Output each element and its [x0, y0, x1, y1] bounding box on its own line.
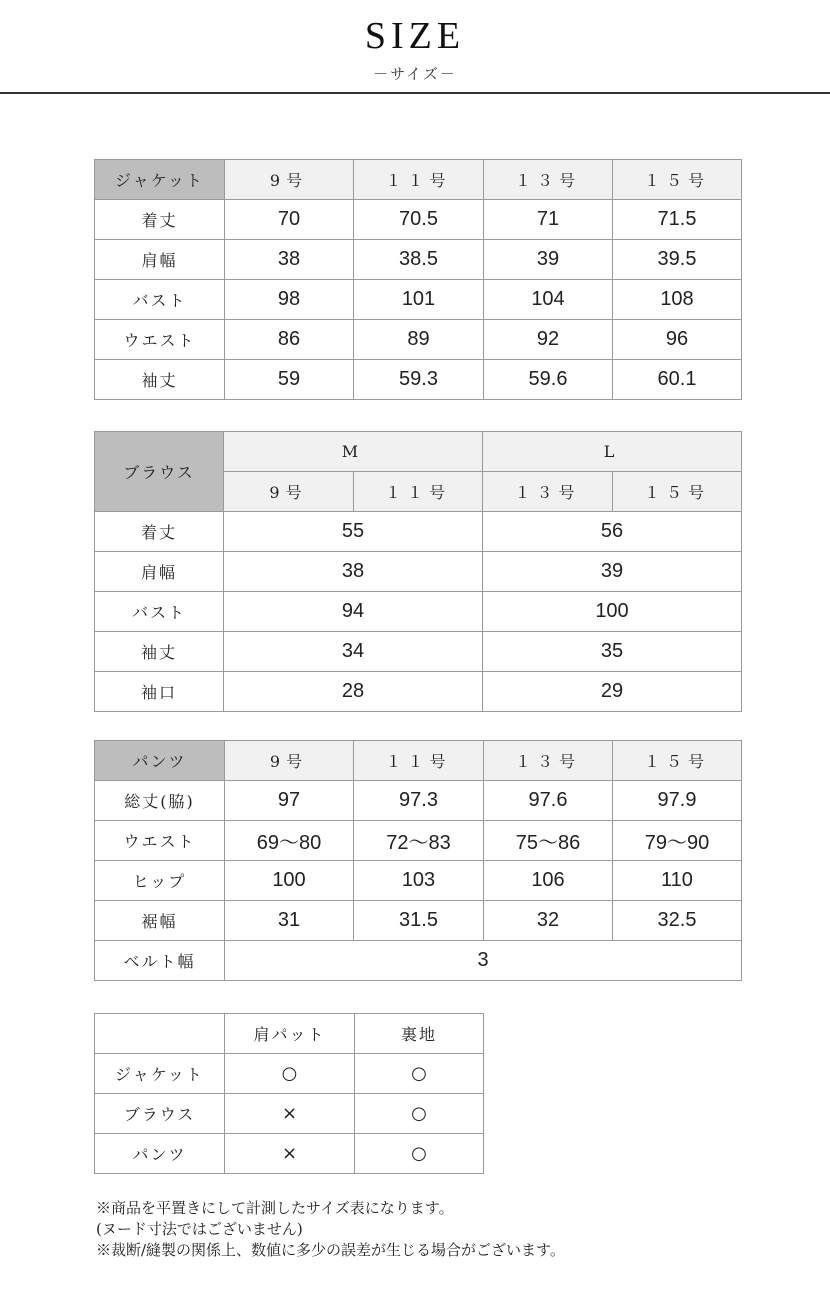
- table-row: [95, 821, 742, 861]
- table-cell: 98: [225, 280, 354, 320]
- row-label: 着丈: [95, 512, 224, 552]
- table-row: [95, 200, 742, 240]
- row-label: 袖丈: [95, 360, 225, 400]
- note-line: (ヌード寸法ではございません): [96, 1220, 303, 1238]
- table-row: [95, 632, 742, 672]
- row-label: 裾幅: [95, 901, 225, 941]
- table-cell: 72〜83: [354, 821, 484, 861]
- row-label: パンツ: [95, 1134, 225, 1174]
- table-cell: 59.3: [354, 360, 484, 400]
- table-row: [95, 901, 742, 941]
- note-line: ※裁断/縫製の関係上、数値に多少の誤差が生じる場合がございます。: [96, 1241, 565, 1259]
- table-cell: 38: [224, 552, 483, 592]
- table-cell: 59.6: [484, 360, 613, 400]
- table-row: [95, 512, 742, 552]
- table-cell: 103: [354, 861, 484, 901]
- table-row: [95, 1054, 484, 1094]
- column-header: 裏地: [355, 1014, 484, 1054]
- table-cell: 86: [225, 320, 354, 360]
- table-cell: 56: [483, 512, 742, 552]
- table-cell: 29: [483, 672, 742, 712]
- table-cell: 28: [224, 672, 483, 712]
- availability-mark: ○: [355, 1094, 484, 1134]
- size-header: １１号: [354, 472, 483, 512]
- table-cell: 97: [225, 781, 354, 821]
- jacket-heading: ジャケット: [95, 160, 225, 200]
- table-cell: 71.5: [613, 200, 742, 240]
- table-cell: 79〜90: [613, 821, 742, 861]
- jacket-size-table: [94, 159, 742, 400]
- table-cell: 39: [483, 552, 742, 592]
- table-cell: 104: [484, 280, 613, 320]
- row-label: ヒップ: [95, 861, 225, 901]
- pants-heading: パンツ: [95, 741, 225, 781]
- size-header: １３号: [483, 472, 613, 512]
- table-header-row: [95, 432, 742, 472]
- table-cell: 97.6: [484, 781, 613, 821]
- availability-mark: ×: [225, 1094, 355, 1134]
- table-cell: 100: [225, 861, 354, 901]
- table-cell: 97.9: [613, 781, 742, 821]
- table-cell: 89: [354, 320, 484, 360]
- table-cell: 92: [484, 320, 613, 360]
- table-header-row: [95, 160, 742, 200]
- size-header: 9号: [224, 472, 354, 512]
- row-label: バスト: [95, 280, 225, 320]
- table-cell: 110: [613, 861, 742, 901]
- row-label: 袖口: [95, 672, 224, 712]
- table-row: [95, 781, 742, 821]
- size-group-header: L: [483, 432, 742, 472]
- table-cell: 106: [484, 861, 613, 901]
- table-row: [95, 592, 742, 632]
- table-cell: 71: [484, 200, 613, 240]
- table-cell: 69〜80: [225, 821, 354, 861]
- size-group-header: M: [224, 432, 483, 472]
- table-cell: 39: [484, 240, 613, 280]
- row-label: 袖丈: [95, 632, 224, 672]
- belt-width-cell: 3: [225, 941, 742, 981]
- table-row: [95, 1094, 484, 1134]
- size-header: １１号: [354, 741, 484, 781]
- availability-mark: ×: [225, 1134, 355, 1174]
- header-divider: [0, 92, 830, 94]
- table-cell: 100: [483, 592, 742, 632]
- size-header: １５号: [613, 472, 742, 512]
- table-row: [95, 861, 742, 901]
- row-label: 肩幅: [95, 552, 224, 592]
- table-cell: 108: [613, 280, 742, 320]
- availability-mark: ○: [355, 1054, 484, 1094]
- blouse-size-table: [94, 431, 742, 712]
- table-cell: 32.5: [613, 901, 742, 941]
- size-header: １５号: [613, 741, 742, 781]
- table-row: [95, 280, 742, 320]
- page-title: SIZE: [364, 15, 466, 57]
- table-cell: 35: [483, 632, 742, 672]
- table-row: [95, 320, 742, 360]
- corner-cell: [95, 1014, 225, 1054]
- row-label: 着丈: [95, 200, 225, 240]
- table-row: [95, 360, 742, 400]
- row-label: ウエスト: [95, 320, 225, 360]
- notes: [96, 1198, 816, 1261]
- table-header-row: [95, 1014, 484, 1054]
- size-header: １５号: [613, 160, 742, 200]
- row-label: ブラウス: [95, 1094, 225, 1134]
- table-cell: 39.5: [613, 240, 742, 280]
- table-cell: 31: [225, 901, 354, 941]
- row-label: 総丈(脇): [95, 781, 225, 821]
- table-cell: 38.5: [354, 240, 484, 280]
- size-header: １１号: [354, 160, 484, 200]
- table-cell: 70.5: [354, 200, 484, 240]
- table-cell: 70: [225, 200, 354, 240]
- table-cell: 59: [225, 360, 354, 400]
- table-cell: 94: [224, 592, 483, 632]
- table-row: [95, 672, 742, 712]
- page-subtitle: －サイズ－: [373, 65, 457, 83]
- table-row: [95, 240, 742, 280]
- size-header: 9号: [225, 741, 354, 781]
- table-row: [95, 1134, 484, 1174]
- table-cell: 31.5: [354, 901, 484, 941]
- size-header: １３号: [484, 160, 613, 200]
- table-cell: 55: [224, 512, 483, 552]
- table-cell: 38: [225, 240, 354, 280]
- table-cell: 101: [354, 280, 484, 320]
- pants-size-table: [94, 740, 742, 981]
- table-row: [95, 552, 742, 592]
- row-label: 肩幅: [95, 240, 225, 280]
- table-row: [95, 941, 742, 981]
- size-header: 9号: [225, 160, 354, 200]
- row-label: ウエスト: [95, 821, 225, 861]
- table-header-row: [95, 741, 742, 781]
- table-cell: 75〜86: [484, 821, 613, 861]
- blouse-heading: ブラウス: [95, 432, 224, 512]
- table-cell: 60.1: [613, 360, 742, 400]
- size-header: １３号: [484, 741, 613, 781]
- parts-table: [94, 1013, 484, 1174]
- table-cell: 32: [484, 901, 613, 941]
- row-label: ジャケット: [95, 1054, 225, 1094]
- availability-mark: ○: [355, 1134, 484, 1174]
- column-header: 肩パット: [225, 1014, 355, 1054]
- table-cell: 97.3: [354, 781, 484, 821]
- table-cell: 96: [613, 320, 742, 360]
- note-line: ※商品を平置きにして計測したサイズ表になります。: [96, 1199, 454, 1217]
- table-cell: 34: [224, 632, 483, 672]
- row-label: ベルト幅: [95, 941, 225, 981]
- row-label: バスト: [95, 592, 224, 632]
- availability-mark: ○: [225, 1054, 355, 1094]
